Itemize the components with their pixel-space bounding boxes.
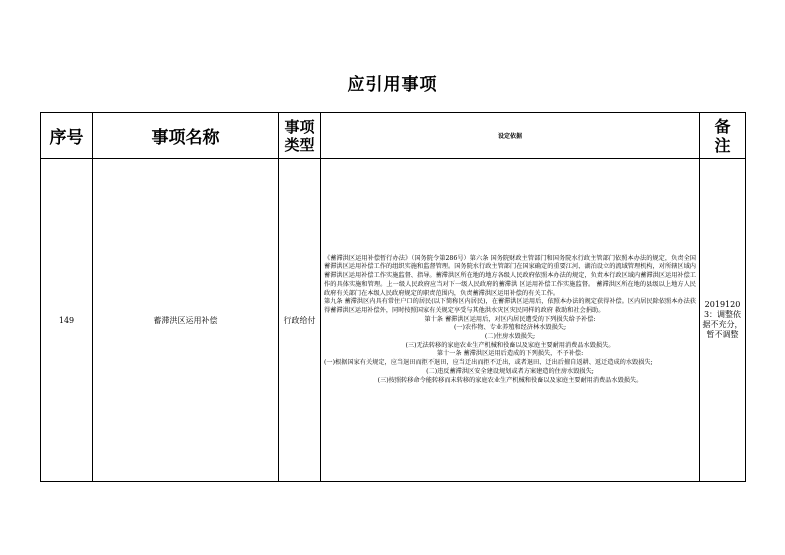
cell-note	[700, 159, 746, 482]
header-type	[279, 113, 321, 159]
basis-paragraph: 第九条 蓄滞洪区内具有常住户口的居民(以下简称区内居民)，在蓄滞洪区运用后，依照本办法的规定获得补偿。区内居民除依照本办法获得蓄滞洪区运用补偿外，同时按照国家有关规定享受与其他洪水灾区灾民同样的政府 救助和社会捐助。	[324, 298, 696, 314]
header-name: 事项名称	[93, 113, 279, 159]
header-seq: 序号	[41, 113, 93, 159]
header-note-line2: 注	[714, 135, 731, 155]
header-note	[700, 113, 746, 159]
basis-paragraph: (一)农作物、专业养殖和经济林水毁损失;	[453, 324, 567, 332]
basis-paragraph: 第十条 蓄滞洪区运用后，对区内居民遭受的下列损失给予补偿:	[424, 315, 596, 323]
basis-paragraph: (三)按照转移命令能转移而未转移的家庭农业生产机械和役畜以及家庭主要耐用消费品水毁损失。	[377, 376, 643, 384]
page-title: 应引用事项	[347, 75, 438, 95]
basis-paragraph: (一)根据国家有关规定，应当退田而拒不退田，应当迁出而拒不迁出，或者退田、迁出后擅自返耕、返迁造成的水毁损失;	[324, 359, 653, 367]
items-table	[40, 112, 746, 482]
basis-paragraph: 《蓄滞洪区运用补偿暂行办法》（国务院令第286号）第六条 国务院财政主管部门和国务院水行政主管部门依照本办法的规定，负责全国蓄滞洪区运用补偿工作的组织实施和监督管理。国务院水行政主管部门在国家确定的重要江河、湖泊设立的流域管理机构，对所辖区域内蓄滞洪区运用补偿工作实施监督、指导。蓄滞洪区所在地的地方各级人民政府依照本办法的规定，负责本行政区域内蓄滞洪区运用补偿工作的具体实施和管理。上一级人民政府应当对下一级人民政府的蓄滞洪 区运用补偿工作实施监督。 蓄滞洪区所在地的县级以上地方人民政府有关部门在本级人民政府规定的职责范围内，负责蓄滞洪区运用补偿的有关工作。	[324, 254, 696, 297]
cell-type: 行政给付	[279, 159, 321, 482]
cell-seq: 149	[41, 159, 93, 482]
header-row	[41, 113, 746, 159]
header-type-line1: 事项	[284, 117, 315, 136]
cell-basis	[321, 159, 700, 482]
header-basis: 设定依据	[321, 113, 700, 159]
note-text: 20191203：调整依据不充分，暂不调整	[702, 300, 743, 339]
header-note-line1: 备	[714, 116, 731, 136]
table-row	[41, 159, 746, 482]
basis-paragraph: (二)违反蓄滞洪区安全建设规划或者方案建造的住房水毁损失;	[426, 367, 594, 375]
header-type-line2: 类型	[284, 135, 315, 154]
basis-paragraph: (三)无法转移的家庭农业生产机械和役畜以及家庭主要耐用消费品水毁损失。	[405, 341, 615, 349]
cell-name: 蓄滞洪区运用补偿	[93, 159, 279, 482]
basis-paragraph: 第十一条 蓄滞洪区运用后造成的下列损失，不予补偿:	[436, 350, 584, 358]
basis-paragraph: (二)住房水毁损失;	[484, 333, 536, 341]
